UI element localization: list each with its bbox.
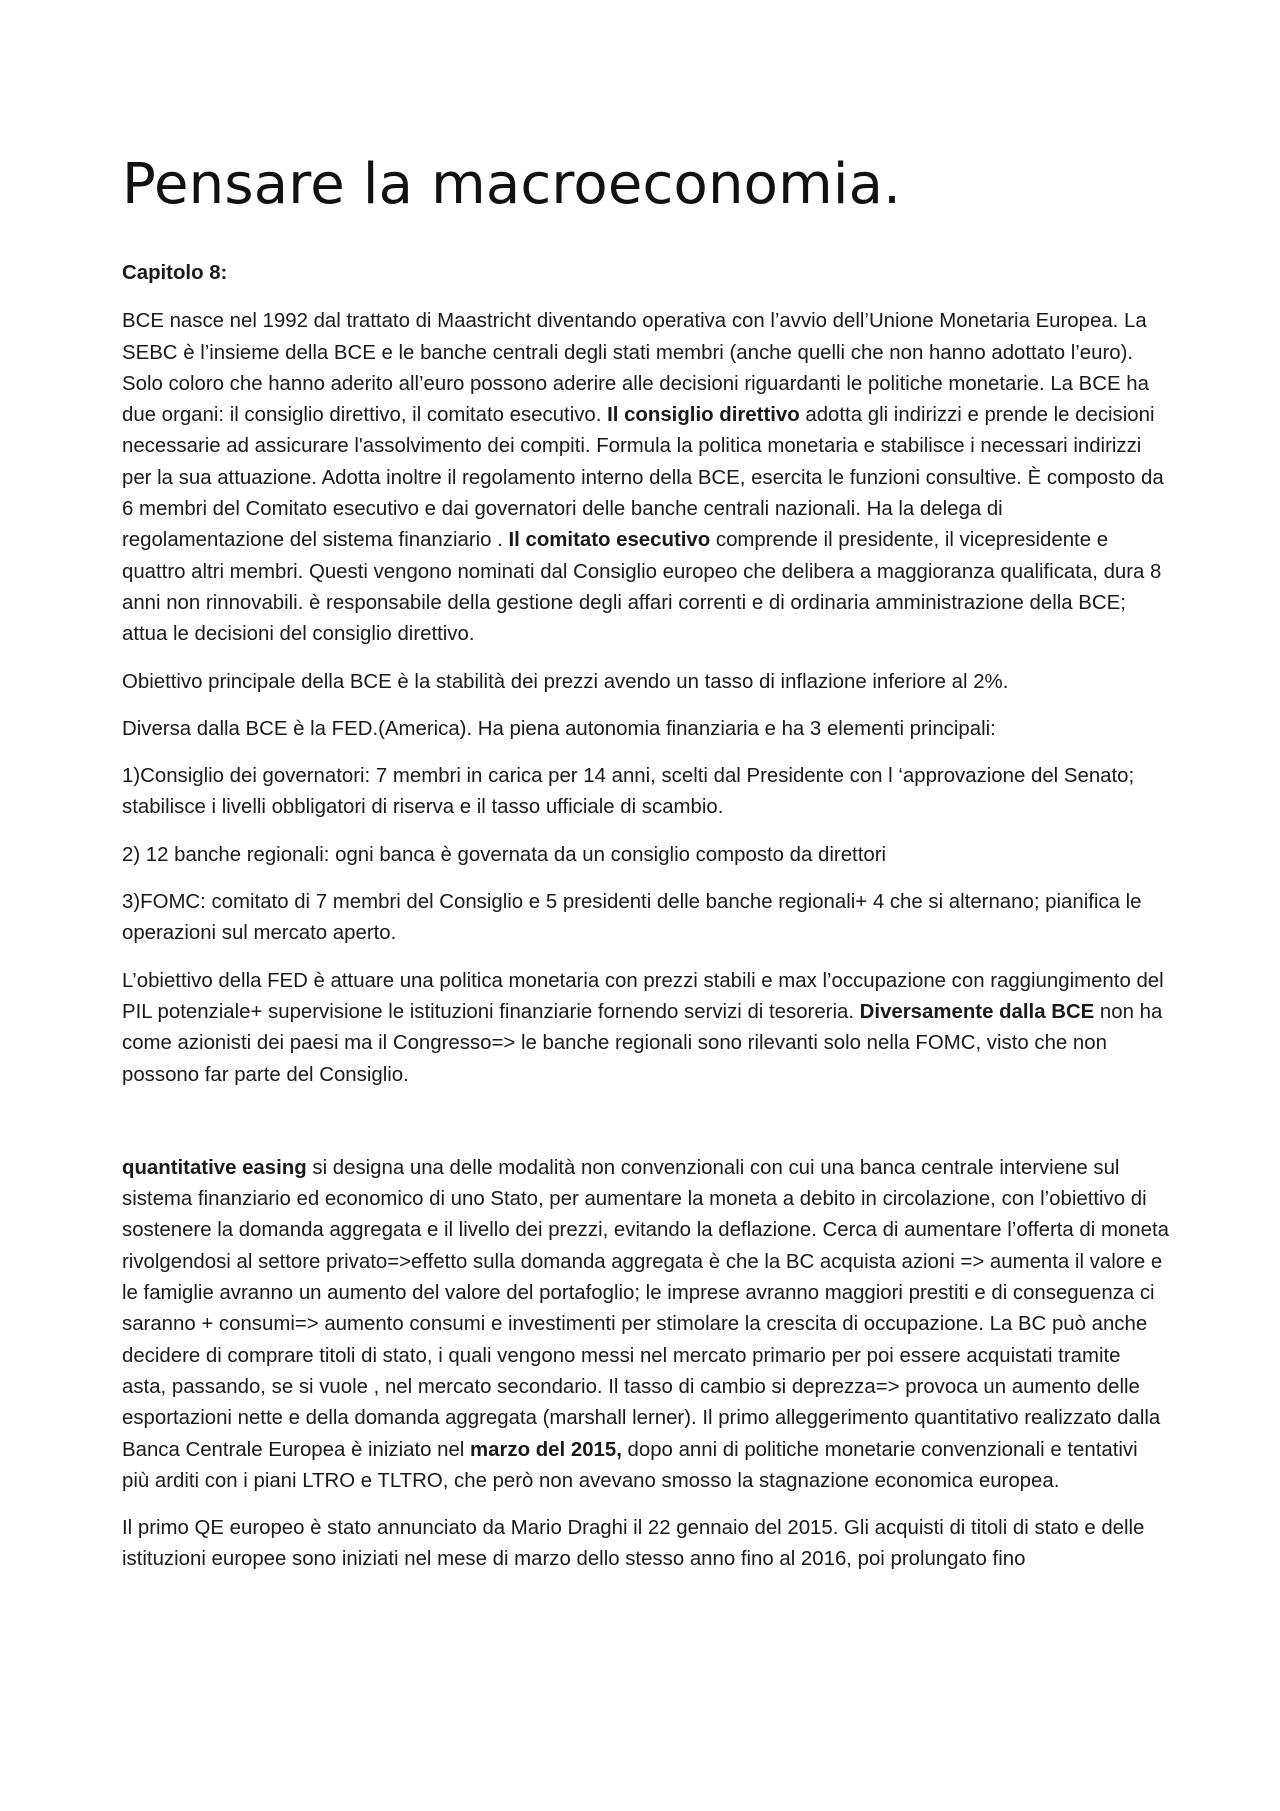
paragraph-text: si designa una delle modalità non convenzionali con cui una banca centrale interviene sul sistema finanziario ed economico di uno Stato, per aumentare la moneta a debito in circolazione, con l’obiettivo di sostenere la domanda aggregata e il livello dei prezzi, evitando la deflazione. Cerca di aumentare l’offerta di moneta rivolgendosi al settore privato=>effetto sulla domanda aggregata è che la BC acquista azioni => aumenta il valore e le famiglie avranno un aumento del valore del portafoglio; le imprese avranno maggiori prestiti e di conseguenza ci saranno + consumi=> aumento consumi e investimenti per stimolare la crescita di occupazione. La BC può anche decidere di comprare titoli di stato, i quali vengono messi nel mercato primario per poi essere acquistati tramite asta, passando, se si vuole , nel mercato secondario. Il tasso di cambio si deprezza=> provoca un aumento delle esportazioni nette e della domanda aggregata (marshall lerner). Il primo alleggerimento quantitativo realizzato dalla Banca Centrale Europea è iniziato nel bbox=[122, 1156, 1169, 1461]
bold-term: Diversamente dalla BCE bbox=[859, 1000, 1095, 1023]
paragraph-text: BCE nasce nel 1992 dal trattato di Maastricht diventando operativa con l’avvio dell’Unione Monetaria Europea. La SEBC è l’insieme della BCE e le banche centrali degli stati membri (anche quelli che non hanno adottato l’euro). Solo coloro che hanno aderito all’euro possono aderire alle decisioni riguardanti le politiche monetarie. La BCE ha due organi: il consiglio direttivo, il comitato esecutivo. bbox=[122, 310, 1149, 427]
paragraph-fed-item-1: 1)Consiglio dei governatori: 7 membri in carica per 14 anni, scelti dal Presidente con l ‘approvazione del Senato; stabilisce i livelli obbligatori di riserva e il tasso ufficiale di scambio. bbox=[122, 765, 1135, 819]
paragraph-quantitative-easing bbox=[122, 1153, 1170, 1497]
paragraph-fed-intro: Diversa dalla BCE è la FED.(America). Ha piena autonomia finanziaria e ha 3 elementi principali: bbox=[122, 717, 996, 740]
bold-term: quantitative easing bbox=[122, 1156, 307, 1179]
paragraph-fed-item-2: 2) 12 banche regionali: ogni banca è governata da un consiglio composto da direttori bbox=[122, 843, 887, 866]
bold-term: Il consiglio direttivo bbox=[607, 404, 800, 427]
paragraph-fed-item-3: 3)FOMC: comitato di 7 membri del Consiglio e 5 presidenti delle banche regionali+ 4 che si alternano; pianifica le operazioni sul mercato aperto. bbox=[122, 891, 1142, 945]
paragraph-text: adotta gli indirizzi e prende le decisioni necessarie ad assicurare l'assolvimento dei compiti. Formula la politica monetaria e stabilisce i necessari indirizzi per la sua attuazione. Adotta inoltre il regolamento interno della BCE, esercita le funzioni consultive. È composto da 6 membri del Comitato esecutivo e dai governatori delle banche centrali nazionali. Ha la delega di regolamentazione del sistema finanziario . bbox=[122, 404, 1164, 552]
paragraph-bce-objective: Obiettivo principale della BCE è la stabilità dei prezzi avendo un tasso di inflazione inferiore al 2%. bbox=[122, 670, 1009, 693]
paragraph-text: non ha come azionisti dei paesi ma il Congresso=> le banche regionali sono rilevanti solo nella FOMC, visto che non possono far parte del Consiglio. bbox=[122, 1000, 1163, 1086]
paragraph-first-qe: Il primo QE europeo è stato annunciato da Mario Draghi il 22 gennaio del 2015. Gli acquisti di titoli di stato e delle istituzioni europee sono iniziati nel mese di marzo dello stesso anno fino al 2016, poi prolungato fino bbox=[122, 1517, 1145, 1571]
paragraph-fed-objective bbox=[122, 966, 1170, 1091]
paragraph-text: dopo anni di politiche monetarie convenzionali e tentativi più arditi con i piani LTRO e TLTRO, che però non avevano smosso la stagnazione economica europea. bbox=[122, 1438, 1138, 1492]
bold-term: Il comitato esecutivo bbox=[508, 529, 711, 552]
bold-term: marzo del 2015, bbox=[470, 1438, 622, 1461]
chapter-heading: Capitolo 8: bbox=[122, 262, 228, 284]
paragraph-text: L’obiettivo della FED è attuare una politica monetaria con prezzi stabili e max l’occupazione con raggiungimento del PIL potenziale+ supervisione le istituzioni finanziarie fornendo servizi di tesoreria. bbox=[122, 969, 1164, 1023]
paragraph-bce-origins bbox=[122, 306, 1170, 650]
document-title: Pensare la macroeconomia. bbox=[122, 152, 902, 217]
document-body bbox=[122, 150, 1170, 1592]
paragraph-text: comprende il presidente, il vicepresidente e quattro altri membri. Questi vengono nominati dal Consiglio europeo che delibera a maggioranza qualificata, dura 8 anni non rinnovabili. è responsabile della gestione degli affari correnti e di ordinaria amministrazione della BCE; attua le decisioni del consiglio direttivo. bbox=[122, 529, 1162, 646]
